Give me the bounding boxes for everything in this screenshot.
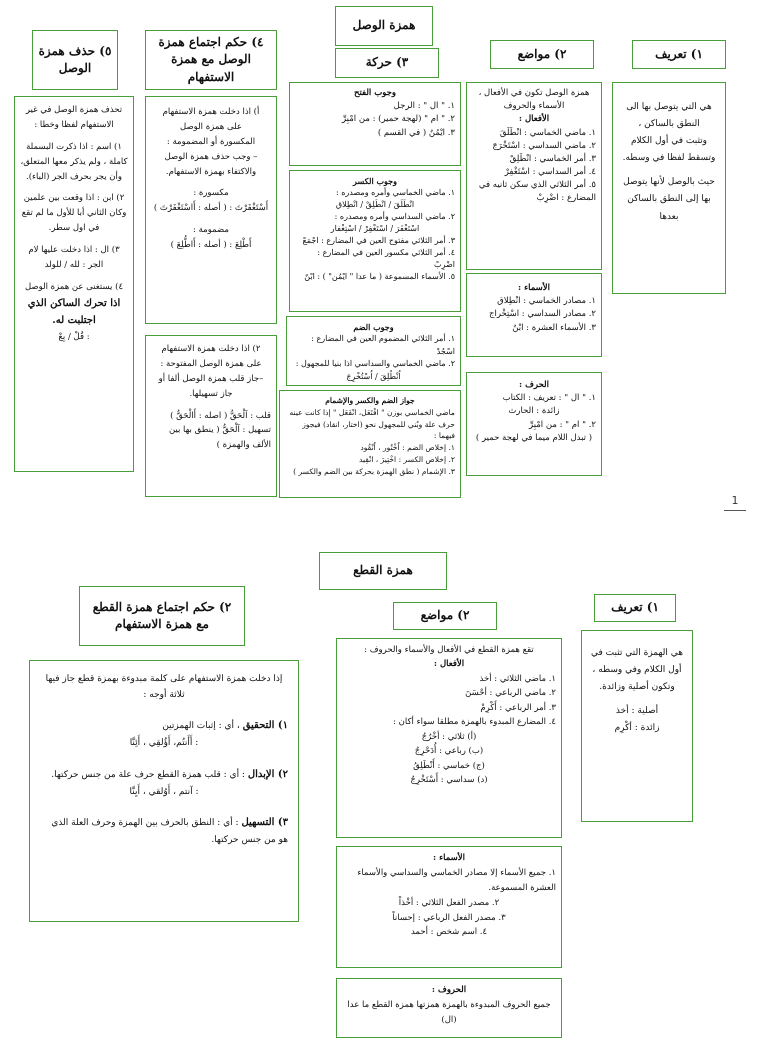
page1-deletion-box xyxy=(14,96,134,472)
istifham-sub-heading: مكسورة : xyxy=(193,188,229,199)
movement-item: ٣. ايْمُنُ ( في القسم ) xyxy=(377,127,455,138)
definition-line: وتسقط لفظا في وسطه. xyxy=(622,153,716,164)
istifham-line: –جاز قلب همزة الوصل ألفا أو xyxy=(158,373,264,384)
page1-movement-damm-box xyxy=(286,316,461,386)
movement-item: ١. أمر الثلاثي المضموم العين في المضارع : اسْجُدْ xyxy=(311,334,455,356)
movement-item: ١. إخلاص الضم : اُخْتُور ، اُنْقُود xyxy=(360,443,455,453)
istifham-line: والاكتفاء بهمزة الاستفهام. xyxy=(165,166,257,177)
istifham-line: المكسورة أو المضمومة : xyxy=(166,136,256,147)
page2-definition-box xyxy=(581,630,693,822)
page2-places-nouns-box xyxy=(336,846,562,968)
movement-item: ٢. إخلاص الكسر : اخْتِيرَ ، انْقِيد xyxy=(358,454,455,464)
places-letter-item: جميع الحروف المبدوءة بالهمزة همزتها همزة القطع ما عدا (ال) xyxy=(347,999,551,1025)
ibdal-text: : أي : قلب همزة القطع حرف علة من جنس حركتها. xyxy=(51,769,245,780)
istifham-example: قلب : آلْحَقُّ ( اصله : أَالْحَقُّ ) xyxy=(170,410,271,421)
istifham-line: جاز تسهيلها. xyxy=(189,388,233,399)
page1-main-title: همزة الوصل xyxy=(335,6,433,46)
places-noun-item: ١. جميع الأسماء إلا مصادر الخماسي والسداسي والأسماء العشرة المسموعة. xyxy=(357,867,556,893)
places-noun-item: ٤. اسم شخص : أحمد xyxy=(410,927,488,938)
page2-places-verbs-box xyxy=(336,638,562,838)
istifham-line: أ) اذا دخلت همزة الاستفهام xyxy=(162,107,260,117)
istifham-line: على همزة الوصل المفتوحة : xyxy=(160,358,262,369)
movement-item: ٢. ماضي السداسي وأمره ومصدره : xyxy=(334,212,455,221)
page1-places-verbs-box xyxy=(466,82,602,270)
movement-fath-heading: وجوب الفتح xyxy=(353,88,396,98)
deletion-line: تحذف همزة الوصل في غير الاستفهام لفظا وخطا : xyxy=(25,105,123,130)
page1-heading-deletion: ٥) حذف همزة الوصل xyxy=(32,30,118,90)
page1-movement-kasr-box xyxy=(289,170,461,312)
definition-line: أصلية : أخذ xyxy=(615,706,659,717)
page1-places-letters-box xyxy=(466,372,602,476)
movement-item: ١. ماضي الخماسي وأمره ومصدره : xyxy=(335,188,455,197)
places-nouns-heading: الأسماء : xyxy=(518,283,550,293)
movement-item: ٤. أمر الثلاثي مكسور العين في المضارع : اضْرِبْ xyxy=(317,248,455,269)
ibdal-label: ٢) الإبدال xyxy=(247,768,288,780)
tasheel-text: : أي : النطق بالحرف بين الهمزة وحرف العلة الذي هو من جنس حركتها. xyxy=(51,817,288,845)
movement-item: اُنْطُلِقَ / اُسْتُخْرِجَ xyxy=(346,371,401,381)
movement-item: ٣. أمر الثلاثي مفتوح العين في المضارع : اجْمَعْ xyxy=(302,236,455,245)
istifham-type xyxy=(40,717,288,735)
page1-heading-movement: ٣) حركة xyxy=(335,48,439,78)
movement-item: اسْتَغْفَرَ / اسْتَغْفِرْ / اسْتِغْفار xyxy=(330,224,420,233)
movement-item: ١. " ال " : الرجل xyxy=(393,101,455,112)
istifham-sub-heading: مضمومة : xyxy=(193,225,229,236)
places-noun-item: ١. مصادر الخماسي : انْطِلاق xyxy=(497,296,596,307)
page1-heading-definition: ١) تعريف xyxy=(632,40,726,69)
places-verb-item: ٢. ماضي الرباعي : أحْسَنَ xyxy=(465,688,556,699)
movement-item: ٢. " ام " (لهجة حمير) : من امْبِرِّ xyxy=(341,114,455,125)
deletion-line: ٤) يستغنى عن همزة الوصل xyxy=(24,281,124,292)
movement-item: انْطَلَقَ / انْطَلِقْ / انْطِلاق xyxy=(335,200,415,209)
page1-heading-istifham: ٤) حكم اجتماع همزة الوصل مع همزة الاستفهام xyxy=(145,30,277,90)
places-verb-item: (ب) رباعي : أُدَحْرِجُ xyxy=(414,746,484,757)
istifham-example: : آنتم ، أَوُلقي ، أَيِنَّا xyxy=(129,786,199,797)
movement-item: ٣. الإشمام ( نطق الهمزة بحركة بين الضم والكسر ) xyxy=(293,466,455,476)
movement-item: ٥. الأسماء المسموعة ( ما عدا " ايْمُن" ) : ابْنٌ xyxy=(304,272,455,281)
page2-heading-istifham: ٢) حكم اجتماع همزة القطع مع همزة الاستفهام xyxy=(79,586,245,646)
page1-istifham-case1-box xyxy=(145,96,277,324)
places-noun-item: ٣. الأسماء العشرة : ابْنٌ xyxy=(512,322,596,333)
istifham-example: : أَأَنتُم، أَؤُلقِي ، أَئِنَّا xyxy=(129,738,199,749)
deletion-rule: اذا تحرك الساكن الذي اجتلبت له. xyxy=(27,297,121,327)
istifham-type xyxy=(40,814,288,848)
definition-line: هي الهمزة التي تثبت في أول الكلام وفي وسطه ، xyxy=(590,648,683,676)
places-letter-item: ١. " ال " : تعريف : الكتاب xyxy=(502,393,596,404)
page2-heading-places: ٢) مواضع xyxy=(393,602,497,630)
deletion-example: : قُلْ / بِعْ xyxy=(58,331,90,342)
deletion-line: ٣) ال : اذا دخلت عليها لام الجر : لله / للولد xyxy=(28,245,120,270)
places-verb-item: (أ) ثلاثي : أخْرُجُ xyxy=(421,731,477,742)
page2-main-title: همزة القطع xyxy=(319,552,447,590)
places-noun-item: ٢. مصادر السداسي : اسْتِخْراج xyxy=(489,309,596,320)
deletion-line: ١) اسم : اذا ذكرت البسملة كاملة ، ولم يذكر معها المتعلق، وأن يجر بحرف الجر (الباء). xyxy=(20,141,128,182)
places-verb-item: ٣. أمر الخماسي : انْطَلِقْ xyxy=(509,153,596,164)
istifham-example: أَطْلِعَ : ( أصله : أَاطُّلِعَ ) xyxy=(170,240,252,250)
istifham-line: على همزة الوصل xyxy=(180,121,242,132)
istifham-line: ٢) اذا دخلت همزة الاستفهام xyxy=(161,344,261,354)
places-verbs-heading: الأفعال : xyxy=(433,659,465,670)
places-letters-heading: الحرف : xyxy=(518,380,550,390)
istifham-example: أَسْتَغْفَرْتَ : ( أصله : أَاسْتَغْفَرْتَ ) xyxy=(153,203,269,214)
places-letter-item: ( تبدل اللام ميما في لهجة حمير ) xyxy=(475,432,593,443)
page2-heading-definition: ١) تعريف xyxy=(594,594,676,622)
definition-line: زائدة : أكْرِم xyxy=(614,723,660,734)
istifham-type xyxy=(40,766,288,784)
places-verb-item: ٢. ماضي السداسي : اسْتَخْرَجَ xyxy=(492,140,596,151)
places-letter-item: زائدة : الحارث xyxy=(508,406,560,417)
movement-kasr-heading: وجوب الكسر xyxy=(353,176,397,186)
places-noun-item: ٢. مصدر الفعل الثلاثي : أخْذاً xyxy=(398,897,500,908)
places-verb-item: ١. ماضي الثلاثي : أخذ xyxy=(479,673,556,684)
page1-definition-box xyxy=(612,82,726,294)
page2-places-letters-box xyxy=(336,978,562,1038)
deletion-line: ٢) ابن : اذا وقعت بين علمين وكان الثاني أبا للأول ما لم تقع في اول سطر. xyxy=(21,193,127,234)
movement-damm-heading: وجوب الضم xyxy=(353,322,394,332)
page-number: 1 xyxy=(724,494,746,511)
places-verb-item: ٣. أمر الرباعي : أَكْرِمْ xyxy=(480,702,556,713)
istifham-intro: إذا دخلت همزة الاستفهام على كلمة مبدوءة بهمزة قطع جاز فيها ثلاثة أوجه : xyxy=(45,674,283,701)
tasheel-label: ٣) التسهيل xyxy=(241,816,288,828)
places-verb-item: ٥. أمر الثلاثي الذي سكن ثانيه في المضارع : اضْرِبْ xyxy=(478,180,596,204)
places-verbs-heading: الأفعال : xyxy=(518,114,550,125)
definition-line: هي التي يتوصل بها الى النطق بالساكن ، xyxy=(626,102,712,130)
page1-heading-places: ٢) مواضع xyxy=(490,40,594,69)
places-letter-item: ٢. " ام " : من امْبِرِّ xyxy=(529,419,596,430)
places-letters-heading: الحروف : xyxy=(431,985,467,995)
definition-line: وتكون أصلية وزائدة. xyxy=(599,682,675,693)
places-verb-item: (ج) خماسي : أَنْطَلِقُ xyxy=(413,760,485,771)
places-verb-item: ٤. أمر السداسي : اسْتَغْفِرْ xyxy=(504,167,596,178)
places-nouns-heading: الأسماء : xyxy=(433,853,465,863)
definition-line: وتثبت في أول الكلام xyxy=(630,136,708,147)
places-verb-item: ١. ماضي الخماسي : انْطَلَقَ xyxy=(499,127,596,138)
places-verb-item: (د) سداسي : أَسْتَخْرِجُ xyxy=(410,774,488,785)
tahqiq-text: ، أي : إثبات الهمزتين xyxy=(162,721,240,732)
istifham-example: تسهيل : آلْحَقُّ ( ينطق بها بين الألف والهمزة ) xyxy=(168,425,271,451)
places-intro: همزة الوصل تكون في الأفعال ، الأسماء والحروف xyxy=(478,88,590,112)
movement-item: ٢. ماضي الخماسي والسداسي اذا بنيا للمجهول : xyxy=(295,359,455,369)
page2-istifham-box xyxy=(29,660,299,922)
places-noun-item: ٣. مصدر الفعل الرباعي : إحساناً xyxy=(392,912,506,923)
page1-istifham-case2-box xyxy=(145,335,277,497)
istifham-line: – وجب حذف همزة الوصل xyxy=(164,151,258,162)
page1-places-nouns-box xyxy=(466,273,602,357)
page1-movement-jawaz-box xyxy=(279,390,461,498)
movement-item: حرف علة وبُني للمجهول نحو (اختار، انقاد) فيجوز فيهما : xyxy=(302,419,455,441)
movement-jawaz-heading: جواز الضم والكسر والإشمام xyxy=(325,396,415,405)
definition-line: حيث بالوصل لأنها يتوصل بها إلى النطق بالساكن بعدها xyxy=(623,177,715,222)
movement-item: ماضي الخماسي بوزن " افْتَعَل، انْفَعَل " إذا كانت عينه xyxy=(289,407,455,417)
tahqiq-label: ١) التحقيق xyxy=(242,720,288,732)
page1-movement-fath-box xyxy=(289,82,461,166)
places-intro: تقع همزة القطع في الأفعال والأسماء والحروف : xyxy=(364,645,534,655)
places-verb-item: ٤. المضارع المبدوء بالهمزة مطلقا سواء أكان : xyxy=(393,717,556,728)
